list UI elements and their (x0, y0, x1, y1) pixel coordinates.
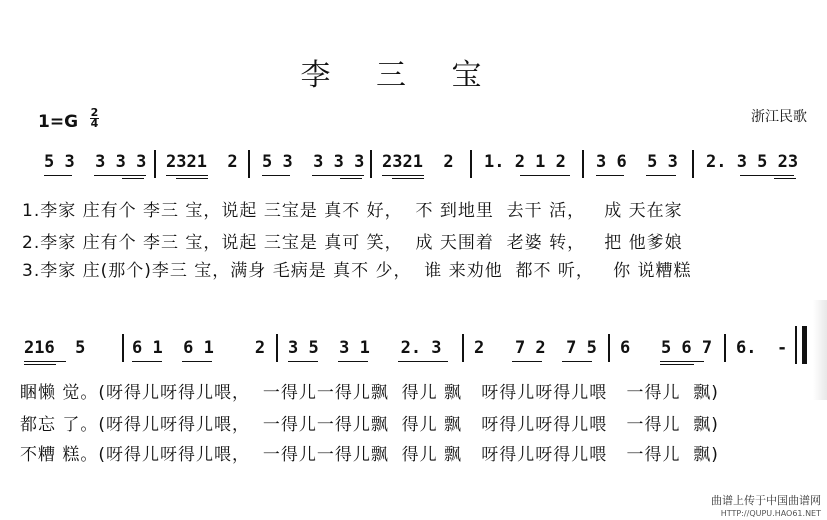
note-underline (774, 178, 796, 179)
note-underline (512, 361, 542, 362)
note-underline (660, 361, 704, 362)
note-underline (182, 361, 212, 362)
measure-1-4: 2321 2 (382, 152, 454, 172)
note-underline (398, 361, 448, 362)
barline (470, 150, 472, 178)
measure-1-2: 2321 2 (166, 152, 238, 172)
barline (582, 150, 584, 178)
watermark-url: HTTP://QUPU.HAO61.NET (720, 509, 821, 518)
note-underline (262, 175, 290, 176)
measure-2-2: 6 1 6 1 2 (132, 338, 266, 358)
meter-bottom: 4 (90, 117, 99, 130)
barline (692, 150, 694, 178)
note-underline (740, 175, 794, 176)
measure-1-7: 2. 3 5 23 (706, 152, 799, 172)
note-underline (340, 178, 362, 179)
barline (462, 334, 464, 362)
barline (608, 334, 610, 362)
barline (370, 150, 372, 178)
watermark-text: 曲谱上传于中国曲谱网 (711, 494, 821, 507)
note-underline (176, 178, 208, 179)
note-underline (44, 175, 72, 176)
verse-2-line-1: 2.李家 庄有个 李三 宝，说起 三宝是 真可 笑， 成 天围着 老婆 转， 把 他爹娘 (22, 233, 683, 253)
note-underline (122, 178, 144, 179)
note-underline (392, 178, 424, 179)
note-underline (338, 361, 368, 362)
note-underline (520, 175, 570, 176)
end-barline-thin (795, 326, 797, 364)
song-title: 李 三 宝 (300, 58, 500, 93)
measure-1-3: 5 3 3 3 3 (262, 152, 365, 172)
barline (154, 150, 156, 178)
measure-2-3: 3 5 3 1 2. 3 (288, 338, 442, 358)
note-underline (288, 361, 318, 362)
note-underline (596, 175, 624, 176)
measure-2-6: 6. - (736, 338, 788, 358)
note-underline (660, 364, 694, 365)
note-underline (94, 175, 146, 176)
note-underline (24, 361, 66, 362)
source-watermark (711, 494, 821, 520)
barline (122, 334, 124, 362)
measure-2-5: 6 5 6 7 (620, 338, 713, 358)
note-underline (562, 361, 592, 362)
verse-3-line-1: 3.李家 庄(那个)李三 宝，满身 毛病是 真不 少， 谁 来劝他 都不 听， 你 说糟糕 (22, 261, 692, 281)
time-signature (90, 108, 99, 129)
barline (724, 334, 726, 362)
note-underline (312, 175, 364, 176)
note-underline (382, 175, 424, 176)
song-origin: 浙江民歌 (751, 109, 807, 125)
verse-3-line-2: 不糟 糕。(呀得儿呀得儿喂， 一得儿一得儿飘 得儿 飘 呀得儿呀得儿喂 一得儿 飘) (20, 445, 719, 465)
measure-2-1: 216 5 (24, 338, 86, 358)
verse-1-line-1: 1.李家 庄有个 李三 宝，说起 三宝是 真不 好， 不 到地里 去干 活， 成 天在家 (22, 201, 683, 221)
barline (248, 150, 250, 178)
verse-1-line-2: 睏懒 觉。(呀得儿呀得儿喂， 一得儿一得儿飘 得儿 飘 呀得儿呀得儿喂 一得儿 飘) (20, 383, 719, 403)
key-signature: 1=G (38, 112, 79, 132)
meter-top: 2 (90, 106, 99, 119)
note-underline (24, 364, 56, 365)
note-underline (166, 175, 208, 176)
measure-1-6: 3 6 5 3 (596, 152, 678, 172)
verse-2-line-2: 都忘 了。(呀得儿呀得儿喂， 一得儿一得儿飘 得儿 飘 呀得儿呀得儿喂 一得儿 飘) (20, 415, 719, 435)
scan-edge-shadow (813, 300, 827, 400)
measure-2-4: 2 7 2 7 5 (474, 338, 597, 358)
measure-1-1: 5 3 3 3 3 (44, 152, 147, 172)
barline (276, 334, 278, 362)
note-underline (132, 361, 162, 362)
note-underline (646, 175, 676, 176)
end-barline-thick (802, 326, 807, 364)
measure-1-5: 1. 2 1 2 (484, 152, 566, 172)
